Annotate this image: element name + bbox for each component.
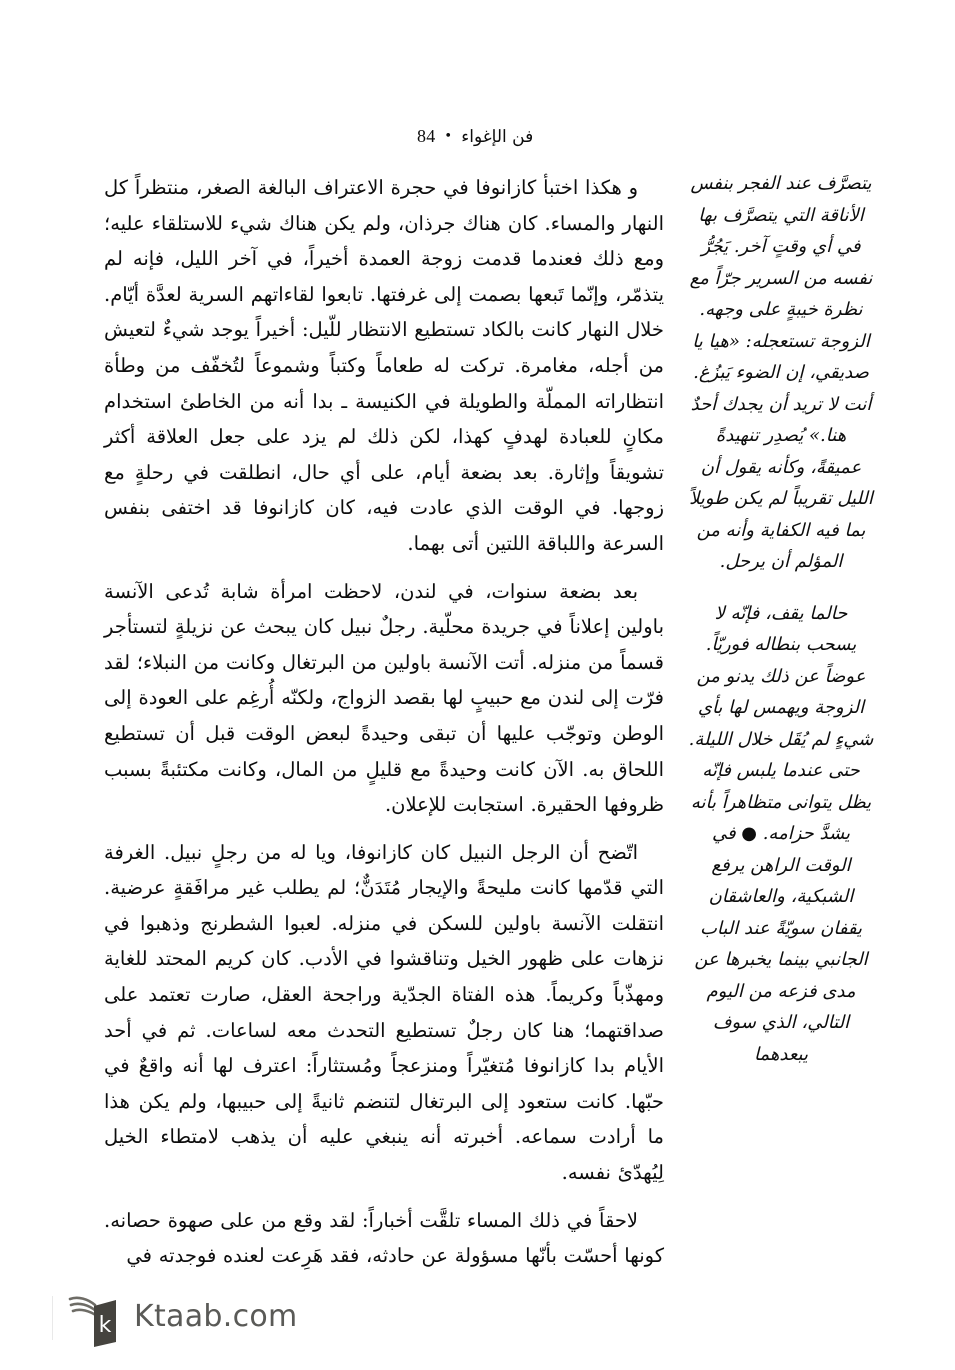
running-head-separator: • <box>444 129 453 144</box>
running-head-title: فن الإغواء <box>461 127 534 147</box>
margin-note: يتصرَّف عند الفجر بنفس الأناقة التي يتصرَّف بها في أي وقتٍ آخر. يَجُرُّ نفسه من السرير جرّاً مع نظرة خيبةٍ على وجهه. الزوجة تستعجله: «هيا يا صديقي، إن الضوء يَبزُغ. أنت لا تريد أن يجدك أحدٌ هنا.» يُصدِر تنهيدةً عميقةً، وكأنه يقول أن الليل تقريباً لم يكن طويلاً بما فيه الكفاية وأنه من المؤلم أن يرحل. <box>689 173 873 572</box>
running-head <box>417 126 837 148</box>
margin-note: حالما يقف، فإنّه لا يسحب بنطاله فوريّاً. عوضاً عن ذلك يدنو من الزوجة ويهمس لها بأي شيءٍ لم يُقَل خلال الليلة. حتى عندما يلبس فإنّه يظل يتوانى متظاهراً بأنه يشدَّ حزامه. ● في الوقت الراهن يرفع الشبكية، والعاشقان يقفان سويّةً عند الباب الجانبي بينما يخبرها عن مدى فزعه من اليوم التالي، الذي سوف يبعدهما <box>688 602 874 1065</box>
page-body <box>0 170 955 1268</box>
site-watermark <box>68 1286 298 1348</box>
body-paragraph: اتّضح أن الرجل النبيل كان كازانوفا، ويا له من رجلٍ نبيل. الغرفة التي قدّمها كانت مليحةً والإيجار مُتَدَنٌّ؛ لم يطلب غير مرافَقةٍ عرضية. انتقلت الآنسة باولين للسكن في منزله. لعبوا الشطرنج وذهبوا في نزهات على ظهور الخيل وتناقشوا في الأدب. كان كريم المحتد للغاية ومهذّباً وكريماً. هذه الفتاة الجدّية وراجحة العقل، صارت تعتمد على صداقتهما؛ هنا كان رجلٌ تستطيع التحدث معه لساعات. ثم في أحد الأيام بدا كازانوفا مُتغيّراً ومنزعجاً ومُستثاراً: اعترف لها أنه واقعٌ في حبّها. كانت ستعود إلى البرتغال لتنضم ثانيةً إلى حبيبها، ولم يكن هذا ما أرادت سماعه. أخبرته أنه ينبغي عليه أن يذهب لامتطاء الخيل لِيُهدّئ نفسه. <box>104 840 664 1185</box>
page-number: 84 <box>417 126 436 146</box>
logo-letter: k <box>98 1313 112 1338</box>
body-paragraph: لاحقاً في ذلك المساء تلقَّت أخباراً: لقد وقع من على صهوة حصانه. كونها أحسّت بأنّها مسؤولة عن حادثه، فقد هَرِعت لعنده فوجدته في <box>104 1208 664 1268</box>
book-icon <box>68 1286 120 1348</box>
site-name: Ktaab.com <box>134 1299 298 1334</box>
main-text-column <box>104 170 664 1286</box>
margin-note-column <box>688 168 874 1070</box>
body-paragraph: و هكذا اختبأ كازانوفا في حجرة الاعتراف البالغة الصغر، منتظراً كل النهار والمساء. كان هناك جرذان، ولم يكن هناك شيء للاستلقاء عليه؛ ومع ذلك فعندما قدمت زوجة العمدة أخيراً، في آخر الليل، فإنه لم يتذمّر، وإنّما تَبعها بصمت إلى غرفتها. تابعوا لقاءاتهم السرية لعدَّة أيّام. خلال النهار كانت بالكاد تستطيع الانتظار للّيل: أخيراً يوجد شيءٌ لتعيش من أجله، مغامرة. تركت له طعاماً وكتباً وشموعاً لتُخفّف من وطأة انتظاراته المملّة والطويلة في الكنيسة ـ بدا أنه من الخاطئ استخدام مكانٍ للعبادة لهدفٍ كهذا، لكن ذلك لم يزد على جعل العلاقة أكثر تشويقاً وإثارة. بعد بضعة أيام، على أي حال، انطلقت في رحلةٍ مع زوجها. في الوقت الذي عادت فيه، كان كازانوفا قد اختفى بنفس السرعة واللباقة اللتين أتى بهما. <box>104 176 664 555</box>
body-paragraph: بعد بضعة سنوات، في لندن، لاحظت امرأة شابة تُدعى الآنسة باولين إعلاناً في جريدة محلّية. رجلٌ نبيل كان يبحث عن نزيلةٍ لتستأجر قسماً من منزله. أتت الآنسة باولين من البرتغال وكانت من النبلاء؛ لقد فرّت إلى لندن مع حبيبٍ لها بقصد الزواج، ولكنّه أُرغِم على العودة إلى الوطن وتوجّب عليها أن تبقى وحيدةً لبعض الوقت قبل أن تستطيع اللحاق به. الآن كانت وحيدةً مع قليلٍ من المال، وكانت مكتئبةً بسبب ظروفها الحقيرة. استجابت للإعلان. <box>104 579 664 817</box>
footer-divider <box>52 1296 53 1340</box>
